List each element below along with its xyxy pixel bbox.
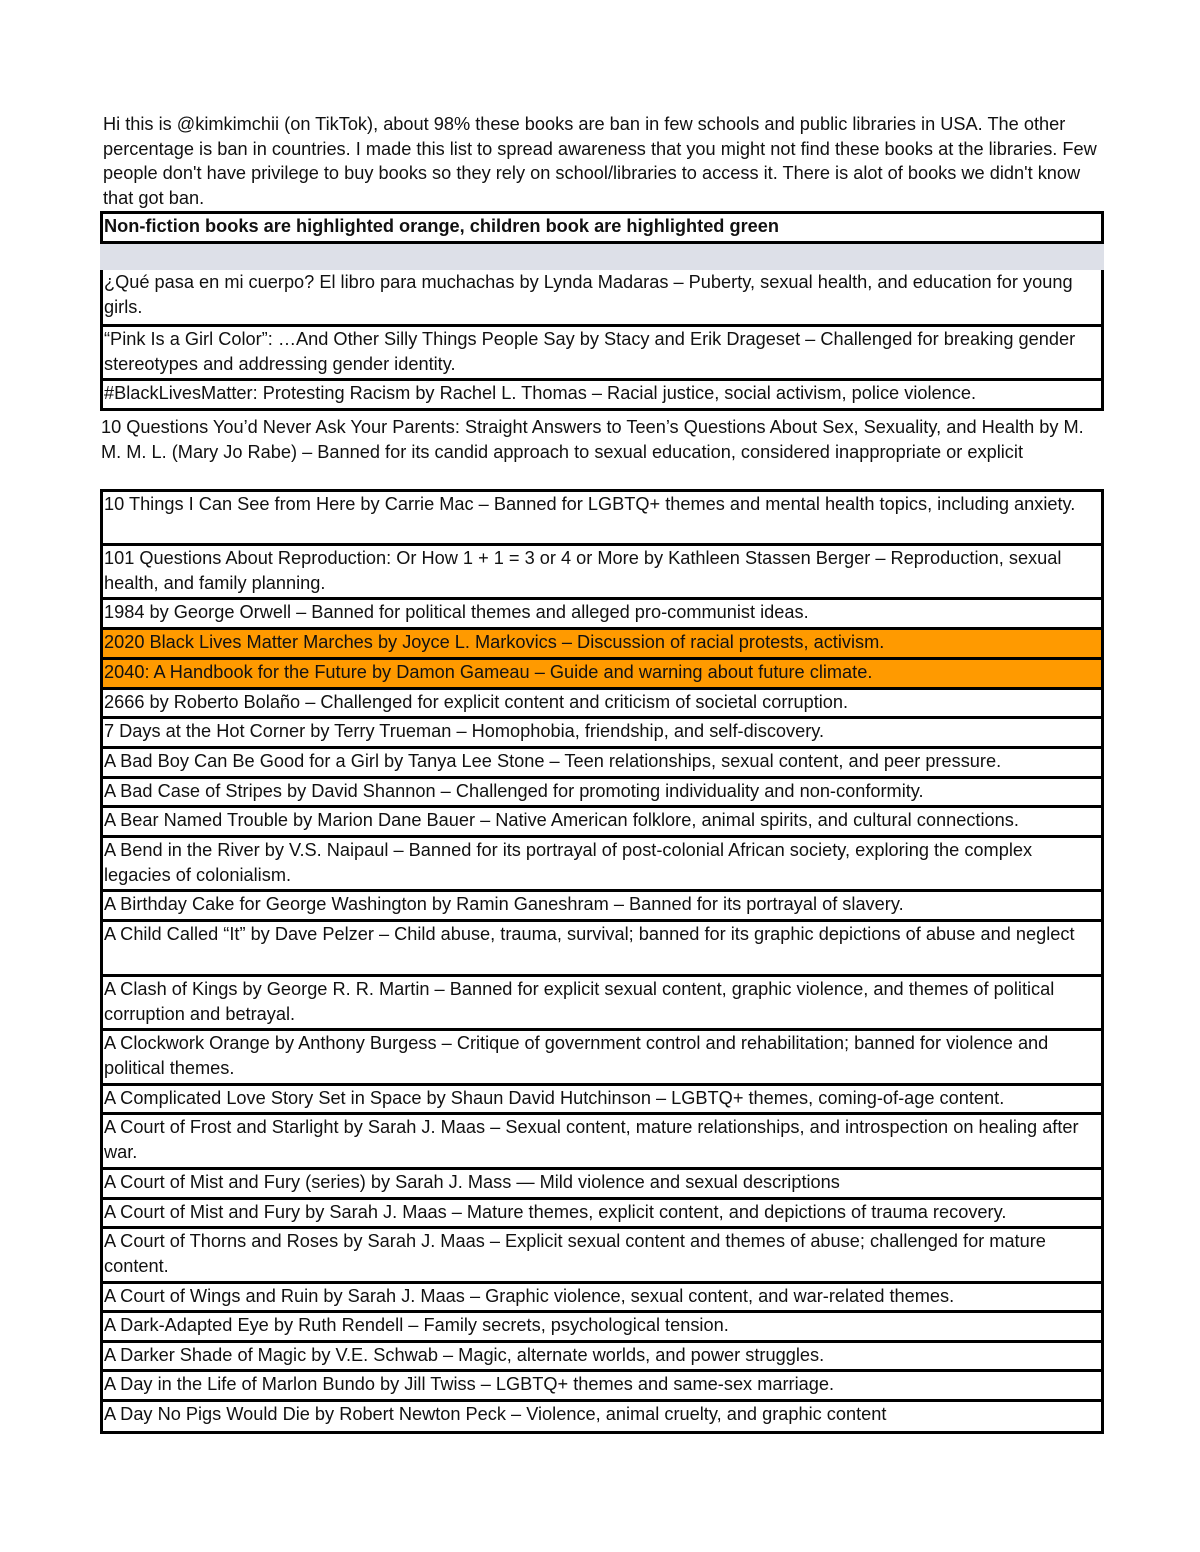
legend-header-text: Non-fiction books are highlighted orange, children book are highlighted green — [104, 216, 779, 236]
table-row — [100, 808, 1104, 838]
book-entry: A Court of Thorns and Roses by Sarah J. Maas – Explicit sexual content and themes of abuse; challenged for mature content. — [104, 1231, 1046, 1276]
book-entry: 2020 Black Lives Matter Marches by Joyce L. Markovics – Discussion of racial protests, activism. — [104, 632, 885, 652]
book-entry: A Court of Wings and Ruin by Sarah J. Maas – Graphic violence, sexual content, and war-related themes. — [104, 1286, 955, 1306]
book-entry: #BlackLivesMatter: Protesting Racism by Rachel L. Thomas – Racial justice, social activism, police violence. — [104, 383, 977, 403]
table-row — [100, 690, 1104, 719]
table-row — [100, 838, 1104, 892]
book-entry: A Bad Case of Stripes by David Shannon – Challenged for promoting individuality and non-conformity. — [104, 781, 924, 801]
book-entry: A Darker Shade of Magic by V.E. Schwab – Magic, alternate worlds, and power struggles. — [104, 1345, 825, 1365]
table-row — [100, 1200, 1104, 1229]
table-row — [100, 779, 1104, 808]
table-row — [100, 749, 1104, 779]
table-row — [100, 1343, 1104, 1372]
book-entry: A Bear Named Trouble by Marion Dane Bauer – Native American folklore, animal spirits, and cultural connections. — [104, 810, 1019, 830]
table-row-nonfiction — [100, 630, 1104, 660]
book-entry: “Pink Is a Girl Color”: …And Other Silly Things People Say by Stacy and Erik Drageset – Challenged for breaking gender stereotypes and addressing gender identity. — [104, 329, 1076, 374]
book-entry: A Clash of Kings by George R. R. Martin – Banned for explicit sexual content, graphic violence, and themes of political corruption and betrayal. — [104, 979, 1055, 1024]
book-entry: A Child Called “It” by Dave Pelzer – Child abuse, trauma, survival; banned for its graphic depictions of abuse and neglect — [104, 924, 1075, 944]
table-row — [100, 546, 1104, 600]
table-row — [100, 1313, 1104, 1343]
table-row — [100, 1229, 1104, 1284]
table-row — [100, 1402, 1104, 1434]
table-row — [100, 381, 1104, 411]
book-entry: 101 Questions About Reproduction: Or How 1 + 1 = 3 or 4 or More by Kathleen Stassen Berger – Reproduction, sexual health, and family planning. — [104, 548, 1062, 593]
book-entry: A Dark-Adapted Eye by Ruth Rendell – Family secrets, psychological tension. — [104, 1315, 729, 1335]
table-row — [100, 1031, 1104, 1086]
intro-paragraph: Hi this is @kimkimchii (on TikTok), about 98% these books are ban in few schools and public libraries in USA. The other percentage is ban in countries. I made this list to spread awareness that you might not find these books at the libraries. Few people don't have privilege to buy books so they rely on school/libraries to access it. There is alot of books we didn't know that got ban. — [103, 114, 1097, 208]
table-row — [100, 489, 1104, 546]
book-entry: A Bend in the River by V.S. Naipaul – Banned for its portrayal of post-colonial African society, exploring the complex legacies of colonialism. — [104, 840, 1033, 885]
book-entry: A Court of Mist and Fury by Sarah J. Maas – Mature themes, explicit content, and depictions of trauma recovery. — [104, 1202, 1007, 1222]
table-row — [100, 1115, 1104, 1170]
book-entry: A Birthday Cake for George Washington by Ramin Ganeshram – Banned for its portrayal of slavery. — [104, 894, 904, 914]
table-row — [100, 719, 1104, 749]
book-entry: A Court of Frost and Starlight by Sarah J. Maas – Sexual content, mature relationships, and introspection on healing after war. — [104, 1117, 1079, 1162]
book-entry: 7 Days at the Hot Corner by Terry Trueman – Homophobia, friendship, and self-discovery. — [104, 721, 825, 741]
book-entry: ¿Qué pasa en mi cuerpo? El libro para muchachas by Lynda Madaras – Puberty, sexual health, and education for young girls. — [104, 272, 1073, 317]
book-entry: 10 Questions You’d Never Ask Your Parents: Straight Answers to Teen’s Questions About Sex, Sexuality, and Health by M. M. M. L. (Mary Jo Rabe) – Banned for its candid approach to sexual education, considered inappropriate or explicit — [101, 417, 1084, 462]
book-entry: 2666 by Roberto Bolaño – Challenged for explicit content and criticism of societal corruption. — [104, 692, 849, 712]
book-entry: 10 Things I Can See from Here by Carrie Mac – Banned for LGBTQ+ themes and mental health topics, including anxiety. — [104, 494, 1076, 514]
table-row — [100, 1284, 1104, 1313]
banned-books-table — [100, 211, 1104, 1434]
header-band — [100, 244, 1104, 270]
table-row — [100, 922, 1104, 977]
book-entry: A Court of Mist and Fury (series) by Sarah J. Mass — Mild violence and sexual descriptions — [104, 1172, 840, 1192]
book-entry: 1984 by George Orwell – Banned for political themes and alleged pro-communist ideas. — [104, 602, 809, 622]
book-entry: A Clockwork Orange by Anthony Burgess – Critique of government control and rehabilitation; banned for violence and political themes. — [104, 1033, 1049, 1078]
book-entry: A Day in the Life of Marlon Bundo by Jill Twiss – LGBTQ+ themes and same-sex marriage. — [104, 1374, 835, 1394]
table-row — [100, 600, 1104, 630]
book-entry: A Bad Boy Can Be Good for a Girl by Tanya Lee Stone – Teen relationships, sexual content, and peer pressure. — [104, 751, 1002, 771]
table-row — [100, 1372, 1104, 1402]
table-row — [100, 892, 1104, 922]
table-row — [100, 411, 1104, 489]
legend-header-row — [100, 211, 1104, 244]
table-row — [100, 270, 1104, 327]
table-row-nonfiction — [100, 660, 1104, 690]
table-row — [100, 1086, 1104, 1115]
book-entry: A Complicated Love Story Set in Space by Shaun David Hutchinson – LGBTQ+ themes, coming-of-age content. — [104, 1088, 1005, 1108]
book-entry: 2040: A Handbook for the Future by Damon Gameau – Guide and warning about future climate. — [104, 662, 873, 682]
table-row — [100, 977, 1104, 1031]
table-row — [100, 327, 1104, 381]
book-entry: A Day No Pigs Would Die by Robert Newton Peck – Violence, animal cruelty, and graphic content — [104, 1404, 887, 1424]
table-row — [100, 1170, 1104, 1200]
